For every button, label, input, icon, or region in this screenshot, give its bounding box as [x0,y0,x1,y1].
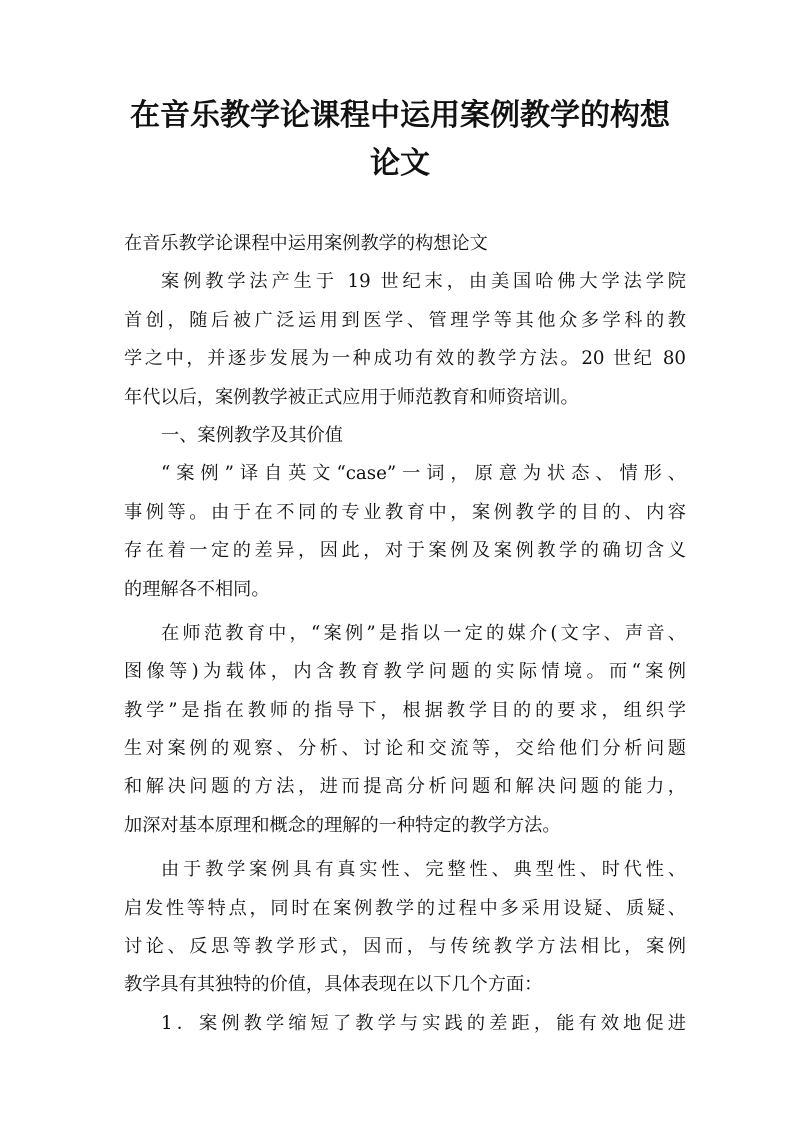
paragraph-line: 启发性等特点，同时在案例教学的过程中多采用设疑、质疑、 [124,897,686,919]
title-line: 论文 [370,146,430,181]
document-title [110,92,690,188]
paragraph-line: 事例等。由于在不同的专业教育中，案例教学的目的、内容 [124,501,686,523]
title-line: 在音乐教学论课程中运用案例教学的构想 [130,98,670,133]
paragraph-line: 由于教学案例具有真实性、完整性、典型性、时代性、 [161,859,686,881]
list-item-line: 1．案例教学缩短了教学与实践的差距，能有效地促进 [161,1012,686,1034]
paragraph-line: 加深对基本原理和概念的理解的一种特定的教学方法。 [124,814,561,836]
paragraph-line: “案例”译自英文“case”一词，原意为状态、情形、 [161,463,686,485]
paragraph-line: 首创，随后被广泛运用到医学、管理学等其他众多学科的教 [124,309,686,331]
paragraph-line: 生对案例的观察、分析、讨论和交流等，交给他们分析问题 [124,738,686,760]
paragraph-line: 存在着一定的差异，因此，对于案例及案例教学的确切含义 [124,540,686,562]
subtitle-line: 在音乐教学论课程中运用案例教学的构想论文 [124,233,488,254]
paragraph-line: 学之中，并逐步发展为一种成功有效的教学方法。20 世纪 80 [124,348,686,370]
paragraph-line: 图像等)为载体，内含教育教学问题的实际情境。而“案例 [124,661,686,683]
paragraph-line: 讨论、反思等教学形式，因而，与传统教学方法相比，案例 [124,936,686,958]
paragraph-line: 教学具有其独特的价值，具体表现在以下几个方面： [124,974,543,996]
document-body [124,225,686,1043]
paragraph-line: 在师范教育中，“案例”是指以一定的媒介(文字、声音、 [161,622,686,644]
section-heading: 一、案例教学及其价值 [161,424,343,446]
paragraph-line: 的理解各不相同。 [124,578,270,600]
paragraph-line: 和解决问题的方法，进而提高分析问题和解决问题的能力， [124,776,686,798]
paragraph-line: 案例教学法产生于 19 世纪末，由美国哈佛大学法学院 [161,271,686,293]
paragraph-line: 年代以后，案例教学被正式应用于师范教育和师资培训。 [124,386,579,408]
paragraph-line: 教学”是指在教师的指导下，根据教学目的的要求，组织学 [124,699,686,721]
